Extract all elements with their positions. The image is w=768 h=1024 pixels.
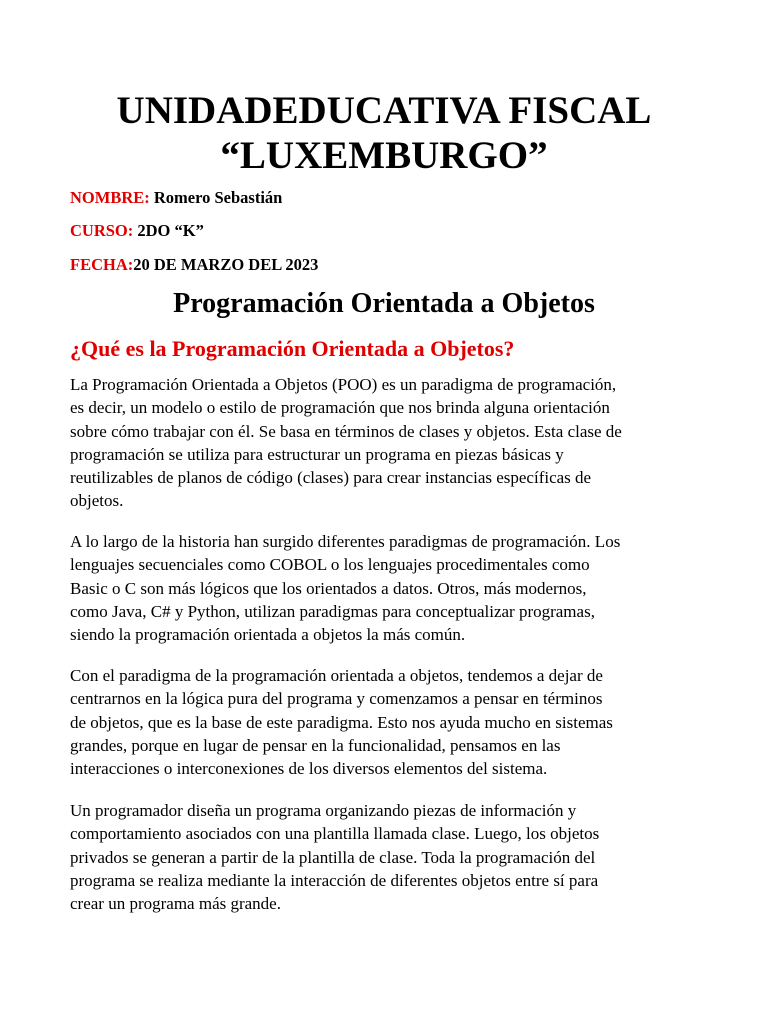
paragraph-line: A lo largo de la historia han surgido diferentes paradigmas de programación. Los xyxy=(70,532,621,551)
school-title-line2: “LUXEMBURGO” xyxy=(220,134,548,177)
paragraph-line: como Java, C# y Python, utilizan paradigmas para conceptualizar programas, xyxy=(70,601,595,621)
date xyxy=(70,255,318,275)
paragraph-line: Un programador diseña un programa organizando piezas de información y xyxy=(70,801,577,820)
paragraph-line: comportamiento asociados con una plantilla llamada clase. Luego, los objetos xyxy=(70,824,600,844)
paragraph-line: reutilizables de planos de código (clases) para crear instancias específicas de xyxy=(70,468,592,488)
paragraph-line: Con el paradigma de la programación orientada a objetos, tendemos a dejar de xyxy=(70,666,603,685)
paragraph-line: sobre cómo trabajar con él. Se basa en términos de clases y objetos. Esta clase de xyxy=(70,421,622,441)
paragraph-line: es decir, un modelo o estilo de programación que nos brinda alguna orientación xyxy=(70,398,610,418)
paragraph-4 xyxy=(70,799,710,915)
paragraph-line: La Programación Orientada a Objetos (POO) es un paradigma de programación, xyxy=(70,375,617,394)
paragraph-line: lenguajes secuenciales como COBOL o los lenguajes procedimentales como xyxy=(70,555,590,575)
course xyxy=(70,221,204,241)
student-name xyxy=(70,188,282,208)
paragraph-2 xyxy=(70,530,710,646)
paragraph-line: siendo la programación orientada a objetos la más común. xyxy=(70,625,466,645)
paragraph-line: crear un programa más grande. xyxy=(70,894,281,914)
paragraph-line: grandes, porque en lugar de pensar en la funcionalidad, pensamos en las xyxy=(70,735,561,755)
paragraph-line: programa se realiza mediante la interacción de diferentes objetos entre sí para xyxy=(70,870,599,890)
main-heading: Programación Orientada a Objetos xyxy=(173,288,595,319)
fecha-value: 20 DE MARZO DEL 2023 xyxy=(133,255,319,274)
fecha-label: FECHA: xyxy=(70,255,134,274)
curso-value: 2DO “K” xyxy=(133,221,204,240)
paragraph-1 xyxy=(70,373,710,513)
school-title-line1: UNIDADEDUCATIVA FISCAL xyxy=(116,89,652,132)
paragraph-line: centrarnos en la lógica pura del programa y comenzamos a pensar en términos xyxy=(70,689,603,709)
paragraph-line: programación se utiliza para estructurar un programa en piezas básicas y xyxy=(70,444,564,464)
question-heading: ¿Qué es la Programación Orientada a Objetos? xyxy=(70,336,515,361)
paragraph-line: objetos. xyxy=(70,491,124,511)
paragraph-line: privados se generan a partir de la plantilla de clase. Toda la programación del xyxy=(70,847,596,867)
nombre-value: Romero Sebastián xyxy=(149,188,283,207)
curso-label: CURSO: xyxy=(70,221,134,240)
paragraph-3 xyxy=(70,664,710,780)
paragraph-line: de objetos, que es la base de este paradigma. Esto nos ayuda mucho en sistemas xyxy=(70,712,613,732)
paragraph-line: interacciones o interconexiones de los diversos elementos del sistema. xyxy=(70,759,548,779)
paragraph-line: Basic o C son más lógicos que los orientados a datos. Otros, más modernos, xyxy=(70,578,587,598)
nombre-label: NOMBRE: xyxy=(70,188,150,207)
